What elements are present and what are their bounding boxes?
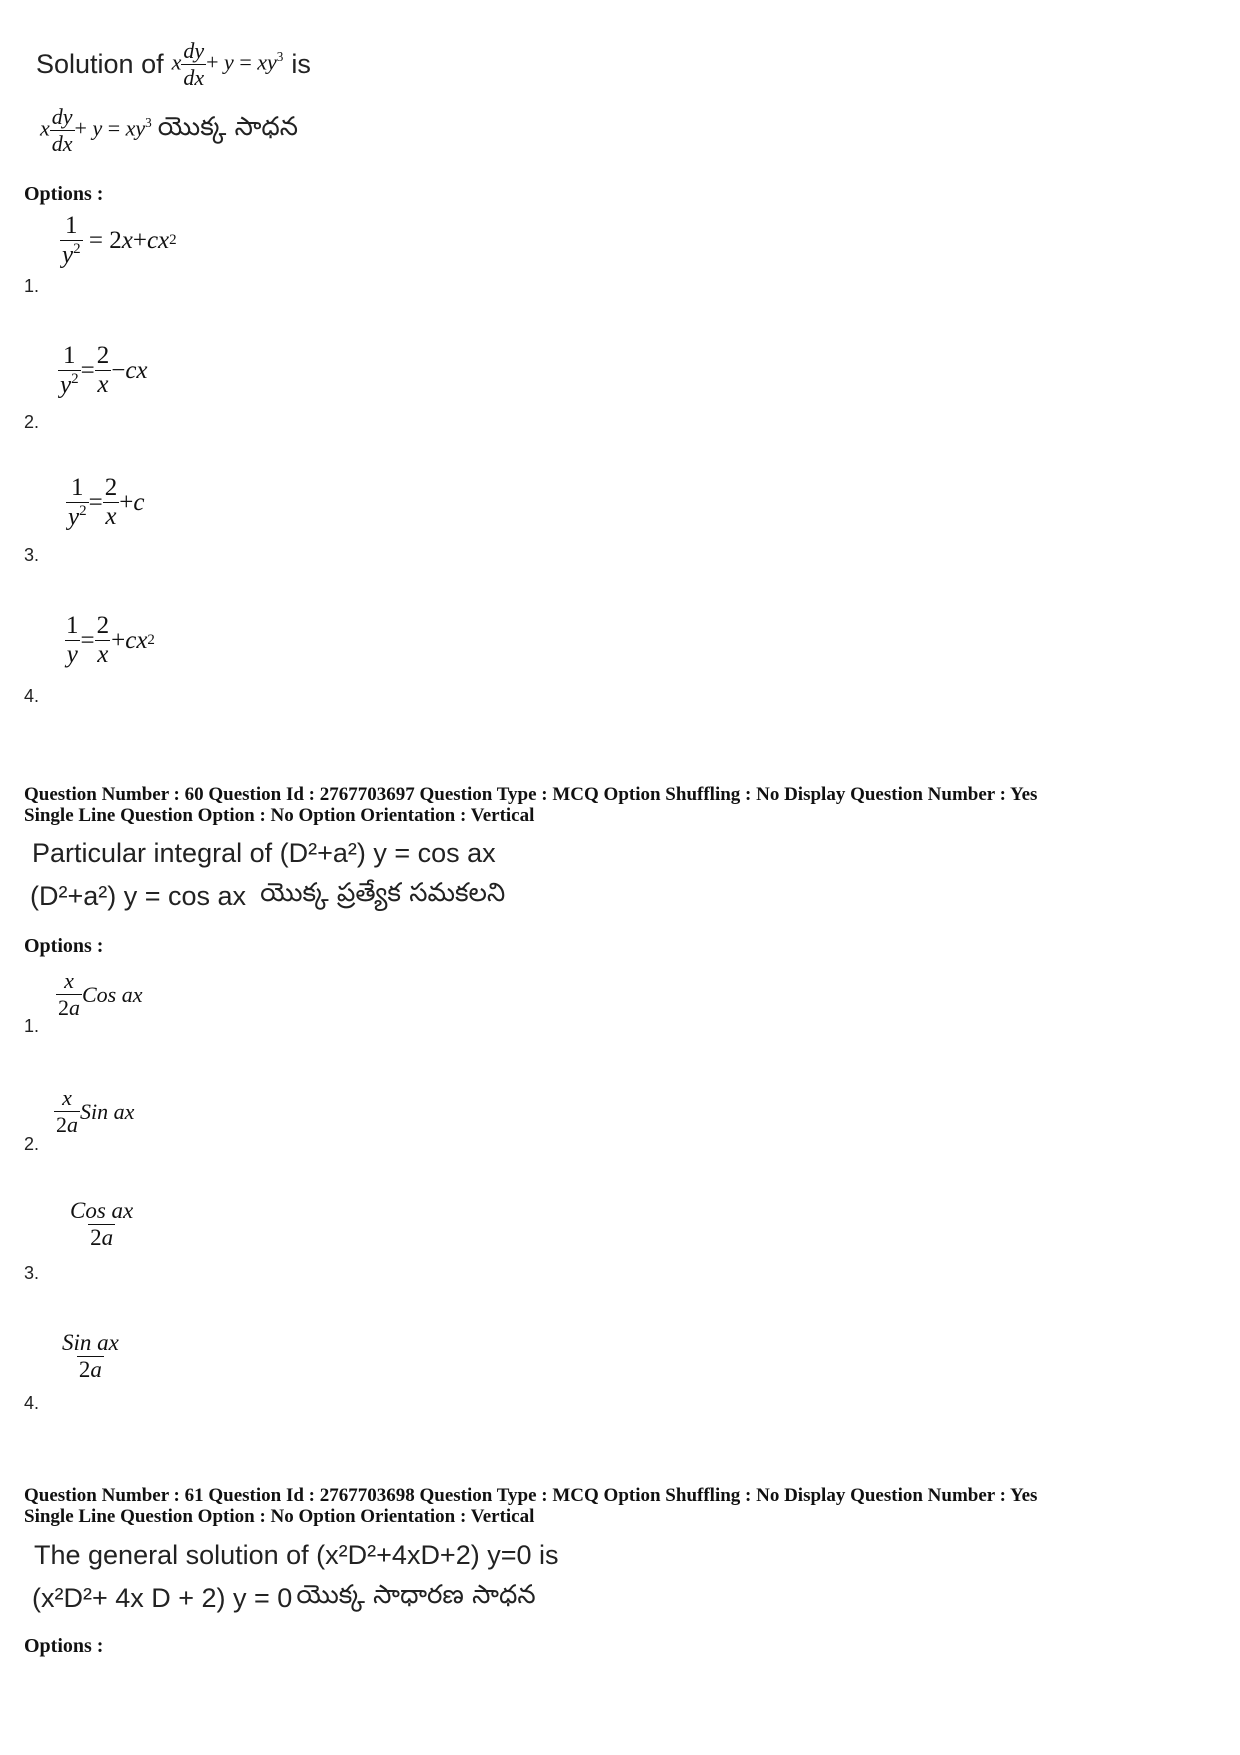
q60-option-3-number: 3. (24, 1263, 40, 1283)
q60-stem-te-prefix: (D²+a²) y = cos ax (30, 880, 247, 911)
q59-option-4-number: 4. (24, 686, 40, 706)
q59-stem-en-prefix: Solution of (36, 48, 164, 79)
q61-stem-en: The general solution of (x²D²+4xD+2) y=0 is (34, 1540, 559, 1570)
q60-option-1-formula[interactable]: $\frac{x}{2a}$ Cos ax (58, 968, 143, 1020)
q60-option-2-formula[interactable]: $\frac{x}{2a}$ Sin ax (56, 1085, 135, 1137)
q59-stem-en-suffix: is (291, 48, 311, 79)
q59-option-1-number: 1. (24, 276, 40, 296)
q61-meta-line2: Single Line Question Option : No Option Orientation : Vertical (24, 1506, 535, 1527)
q61-meta-line1: Question Number : 61 Question Id : 2767703698 Question Type : MCQ Option Shuffling : No Display Question Number : Yes (24, 1485, 1038, 1506)
q59-stem-en (36, 34, 311, 94)
q60-option-4-formula[interactable]: $\frac{\text{Sin ax}}{2a}$ (62, 1330, 119, 1382)
q59-option-2-formula[interactable]: $\frac{1}{y^2}$ = $\frac{2}{x}$ − cx (60, 342, 148, 399)
q60-option-2-number: 2. (24, 1134, 40, 1154)
q59-option-1-formula[interactable]: $\frac{1}{y^2}$ = 2 x + cx 2 (62, 212, 177, 269)
q59-options-label: Options : (24, 183, 104, 205)
q59-stem-te (40, 100, 298, 160)
q60-options-label: Options : (24, 935, 104, 957)
q59-stem-te-suffix: యొక్క సాధన (157, 112, 299, 142)
q59-option-3-formula[interactable]: $\frac{1}{y^2}$ = $\frac{2}{x}$ + c (68, 474, 145, 531)
q61-stem-te (32, 1580, 536, 1616)
q60-stem-en: Particular integral of (D²+a²) y = cos ax (32, 838, 496, 868)
q60-meta-line1: Question Number : 60 Question Id : 2767703697 Question Type : MCQ Option Shuffling : No Display Question Number : Yes (24, 784, 1038, 805)
q61-options-label: Options : (24, 1635, 104, 1657)
q61-stem-te-suffix: యొక్క సాధారణ సాధన (296, 1580, 536, 1610)
q60-option-3-formula[interactable]: $\frac{\text{Cos ax}}{2a}$ (70, 1198, 134, 1250)
q60-stem-te (30, 878, 505, 914)
q60-meta-line2: Single Line Question Option : No Option Orientation : Vertical (24, 805, 535, 826)
q60-stem-te-suffix: యొక్క ప్రత్యేక సమకలని (260, 878, 506, 908)
q59-equation-te: x $\frac{dy}{dx}$ + $y = xy^3$ (40, 103, 152, 156)
q60-option-4-number: 4. (24, 1393, 40, 1413)
q59-option-2-number: 2. (24, 412, 40, 432)
q59-option-3-number: 3. (24, 545, 40, 565)
q61-stem-te-prefix: (x²D²+ 4x D + 2) y = 0 (32, 1582, 293, 1613)
q59-option-4-formula[interactable]: $\frac{1}{y}$ = $\frac{2}{x}$ + cx 2 (66, 612, 155, 668)
q59-equation: x $\frac{dy}{dx}$ + $y = xy^3$ (171, 37, 284, 90)
q60-option-1-number: 1. (24, 1016, 40, 1036)
